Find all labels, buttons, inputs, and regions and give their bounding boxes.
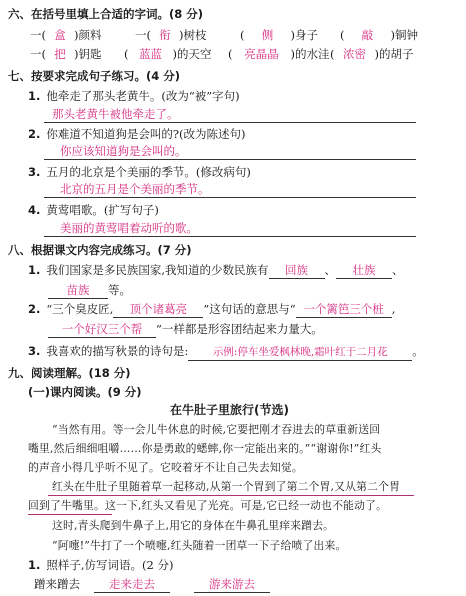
section-8-heading: 八、根据课文内容完成练习。(7 分) (8, 243, 192, 257)
s7-q2: 2. 你难道不知道狗是会叫的?(改为陈述句) (28, 127, 246, 141)
s9-q1-answers: 蹭来蹭去 走来走去 游来游去 (34, 576, 270, 593)
s6-item-r2-2: ( 蓝蓝 )的天空 (124, 47, 212, 61)
answer: 游来游去 (194, 577, 270, 593)
s8-q1: 1. 我们国家是多民族国家,我知道的少数民族有 回族 、 壮族 、 (28, 263, 404, 277)
answer-line (44, 197, 416, 198)
s6-item-r2-1: 一( 把 )钥匙 (30, 47, 102, 61)
answer: 苗族 (48, 283, 108, 299)
answer: 示例:停车坐爱枫林晚,霜叶红于二月花 (188, 345, 412, 361)
passage-line-underlined: 回到了牛嘴里。这一下,红头又看见了光亮。可是,它已经一动也不能动了。 (28, 499, 388, 512)
answer-line (44, 236, 416, 237)
answer: 蓝蓝 (139, 47, 162, 61)
s8-q1-cont: 苗族 等。 (48, 282, 131, 299)
s6-item-r1-1: 一( 盒 )颜料 (30, 28, 102, 42)
s8-q2-cont: 一个好汉三个帮 ”一样都是形容团结起来力量大。 (48, 321, 323, 338)
answer: 走来走去 (94, 577, 170, 593)
answer: 回族 (269, 263, 325, 279)
answer: 衔 (159, 28, 171, 42)
answer-line (44, 122, 416, 123)
s9-q1: 1. 照样子,仿写词语。(2 分) (28, 558, 174, 572)
wavy-underline (28, 514, 112, 515)
answer: 盒 (54, 28, 66, 42)
answer: 敲 (361, 28, 374, 42)
section-9-heading: 九、阅读理解。(18 分) (8, 366, 131, 380)
answer: 侧 (261, 28, 274, 42)
passage-line-underlined: 红头在牛肚子里随着草一起移动,从第一个胃到了第二个胃,又从第二个胃 (52, 480, 401, 493)
s6-item-r2-3: ( 亮晶晶 )的水洼 (228, 47, 330, 61)
s7-a4: 美丽的黄莺唱着动听的歌。 (60, 221, 198, 235)
passage-line: “当然有用。等一会儿牛休息的时候,它要把刚才吞进去的草重新送回 (52, 423, 381, 436)
s7-a3: 北京的五月是个美丽的季节。 (60, 182, 210, 196)
answer-line (44, 159, 416, 160)
passage-line: 这时,青头爬到牛鼻子上,用它的身体在牛鼻孔里痒来蹭去。 (52, 519, 335, 532)
answer: 壮族 (336, 263, 392, 279)
s7-q3: 3. 五月的北京是个美丽的季节。(修改病句) (28, 165, 251, 179)
answer: 亮晶晶 (244, 47, 279, 61)
answer: 顶个诸葛亮 (113, 302, 203, 318)
s7-q4: 4. 黄莺唱歌。(扩写句子) (28, 203, 159, 217)
passage-title: 在牛肚子里旅行(节选) (170, 403, 289, 417)
answer: 浓密 (343, 47, 366, 61)
s6-item-r1-3: ( 侧 )身子 (240, 28, 318, 42)
s8-q2: 2. “三个臭皮匠, 顶个诸葛亮 ”这句话的意思与“ 一个篱笆三个桩 , (28, 302, 396, 316)
passage-line: 嘴里,然后细细咀嚼……你是勇敢的蟋蟀,你一定能出来的。”“谢谢你!”红头 (28, 442, 382, 455)
answer: 一个好汉三个帮 (48, 322, 156, 338)
s8-q3: 3. 我喜欢的描写秋景的诗句是: 示例:停车坐爱枫林晚,霜叶红于二月花 。 (28, 343, 424, 361)
s7-a2: 你应该知道狗是会叫的。 (60, 144, 187, 158)
passage-line: “阿嚏!”牛打了一个喷嚏,红头随着一团草一下子给喷了出来。 (52, 539, 347, 552)
s6-item-r2-4: ( 浓密 )的胡子 (330, 47, 414, 61)
wavy-underline (48, 495, 414, 496)
subsection-heading: (一)课内阅读。(9 分) (28, 385, 142, 399)
s6-item-r1-4: ( 敲 )铜钟 (340, 28, 418, 42)
section-7-heading: 七、按要求完成句子练习。(4 分) (8, 69, 181, 83)
answer: 一个篱笆三个桩 (296, 302, 392, 318)
passage-line: 的声音小得几乎听不见了。它咬着牙不让自己失去知觉。 (28, 461, 303, 474)
s6-item-r1-2: 一( 衔 )树枝 (135, 28, 207, 42)
section-6-heading: 六、在括号里填上合适的字词。(8 分) (8, 7, 204, 21)
s7-q1: 1. 他牵走了那头老黄牛。(改为“被”字句) (28, 89, 240, 103)
answer: 把 (54, 47, 66, 61)
s7-a1: 那头老黄牛被他牵走了。 (52, 107, 179, 121)
